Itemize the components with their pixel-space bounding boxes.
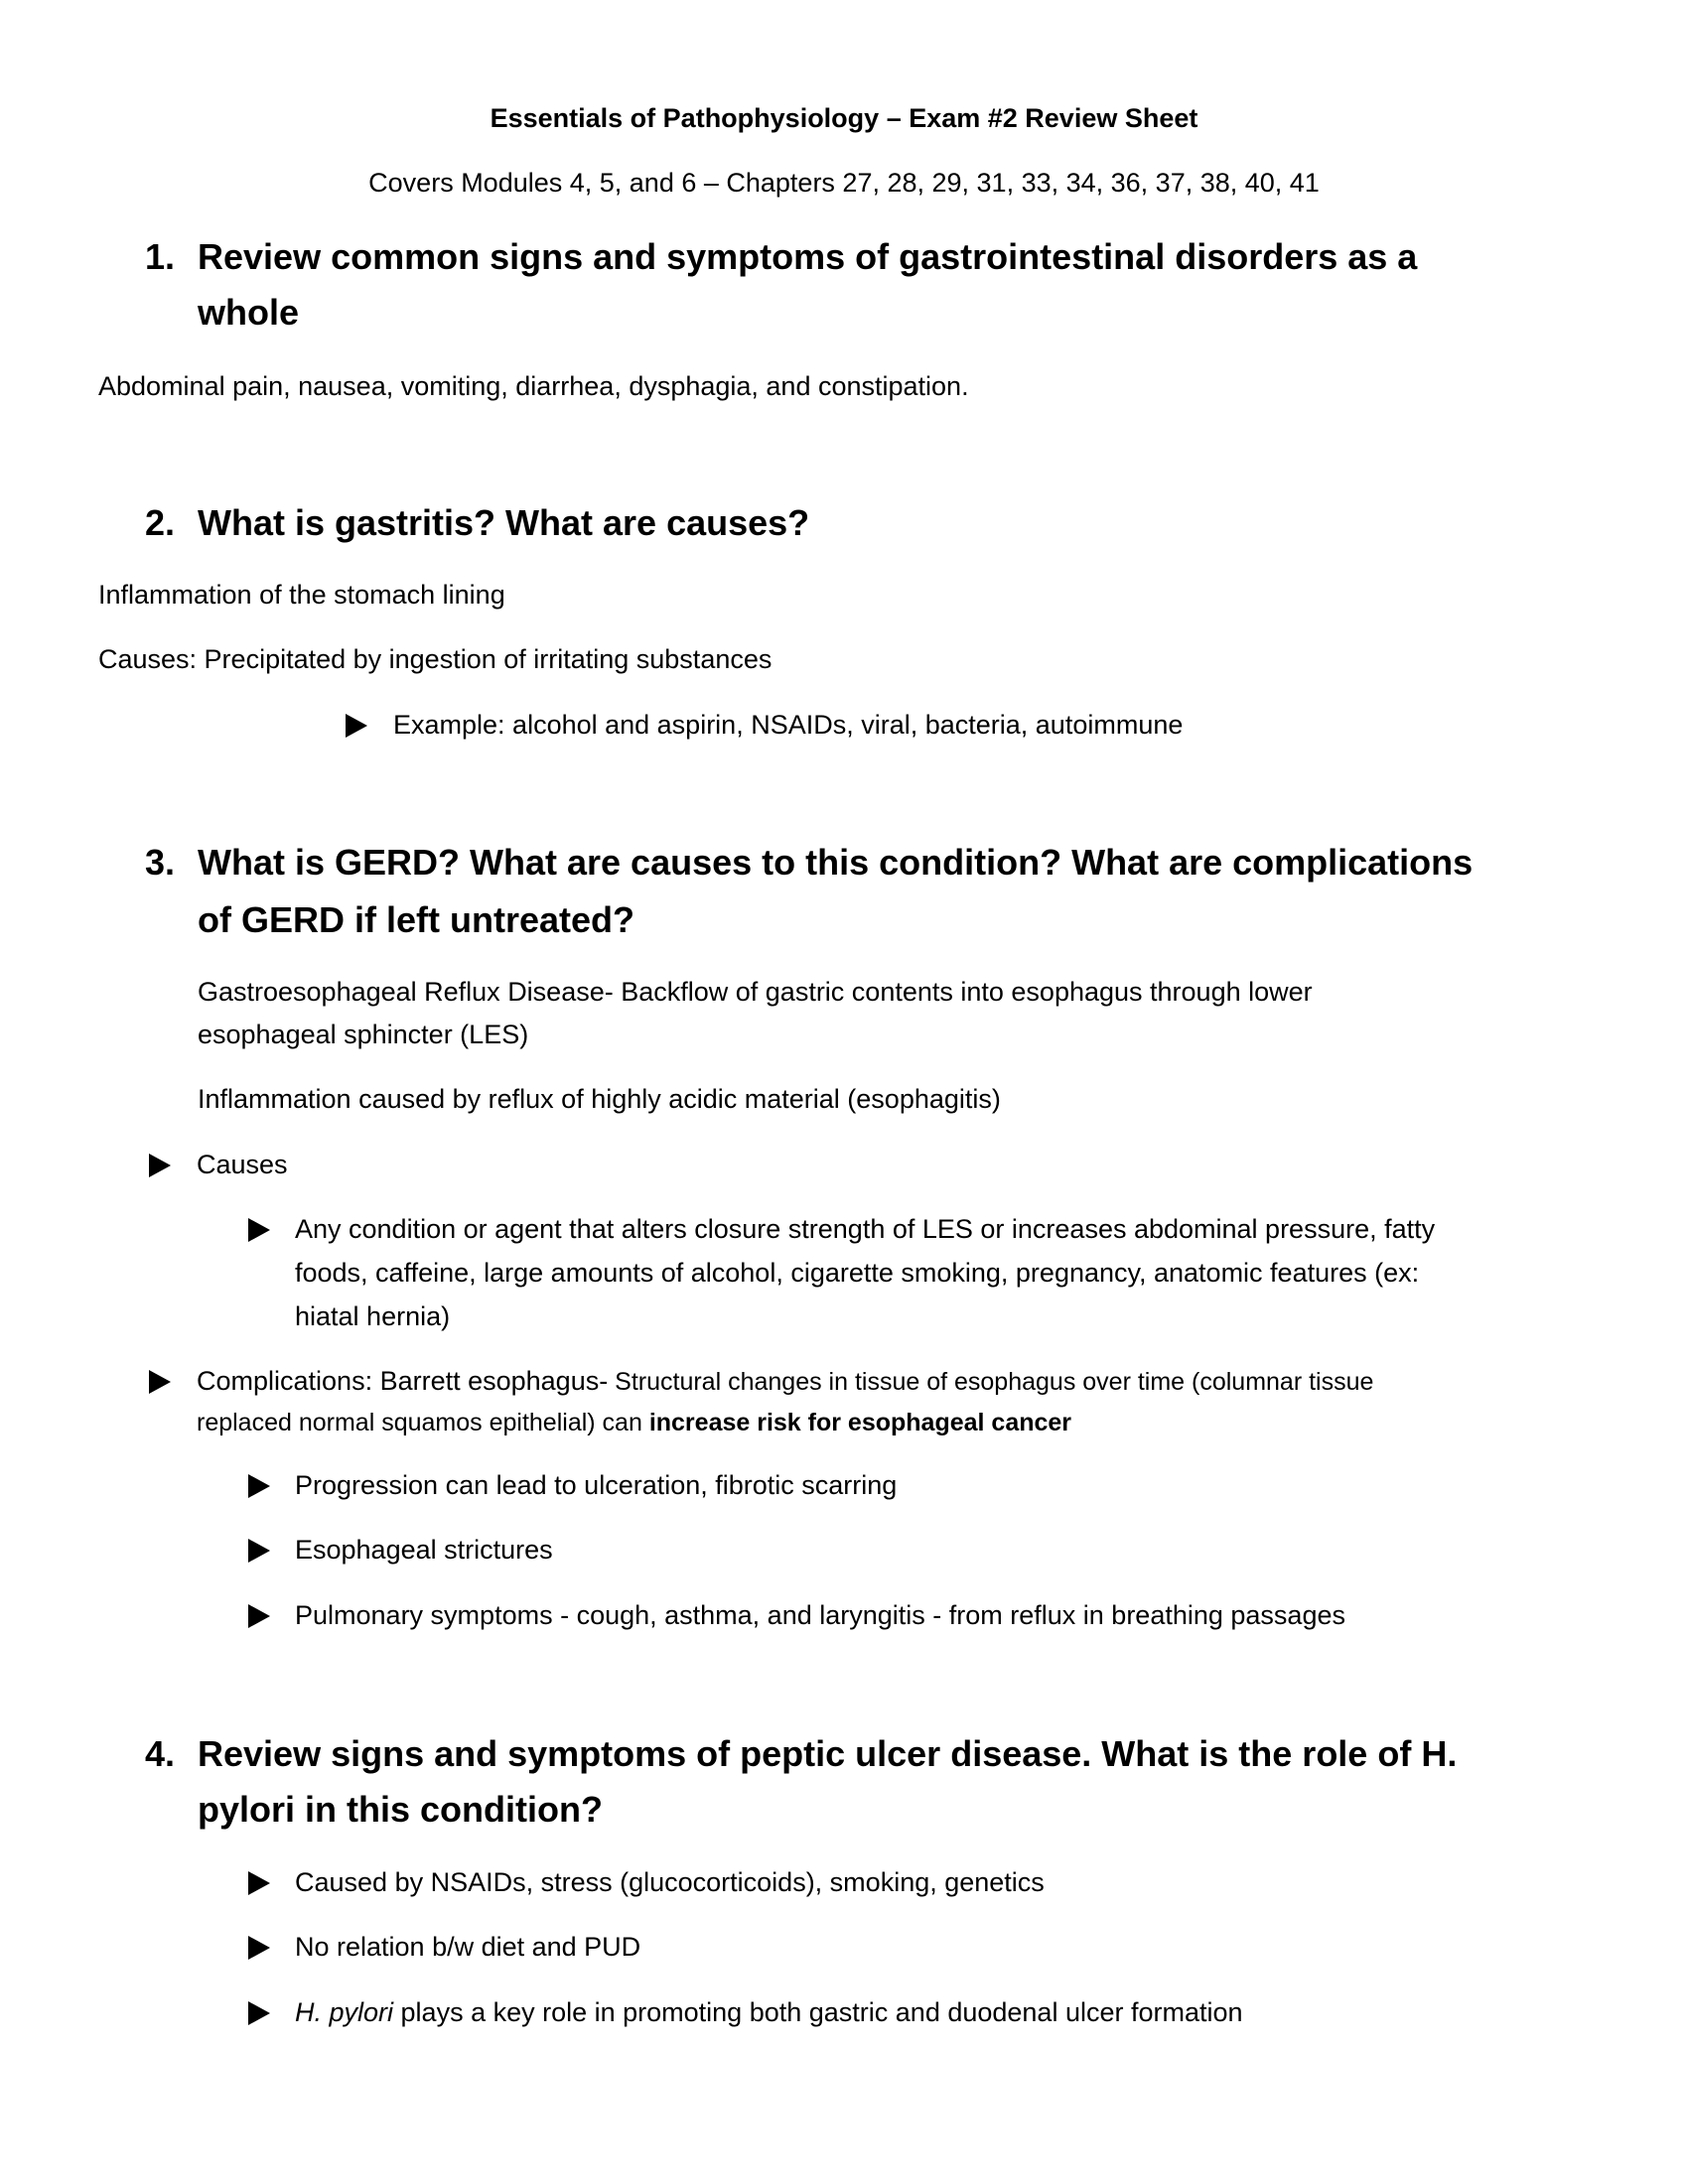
- bullet-text-hpylori: [295, 1997, 1243, 2028]
- hpylori-text: plays a key role in promoting both gastric and duodenal ulcer formation: [393, 1997, 1243, 2027]
- complications-text: replaced normal squamos epithelial) can: [197, 1409, 649, 1436]
- bullet-arrow-icon: [248, 2001, 270, 2025]
- bullet-arrow-icon: [248, 1604, 270, 1628]
- document-title: Essentials of Pathophysiology – Exam #2 Review Sheet: [490, 103, 1198, 133]
- hpylori-italic: H. pylori: [295, 1997, 394, 2027]
- section-heading-line: of GERD if left untreated?: [198, 899, 634, 940]
- bullet-arrow-icon: [248, 1539, 270, 1563]
- bullet-arrow-icon: [248, 1871, 270, 1895]
- bullet-text: Example: alcohol and aspirin, NSAIDs, viral, bacteria, autoimmune: [393, 710, 1184, 740]
- body-text: Inflammation of the stomach lining: [98, 580, 505, 610]
- section-number: 3.: [145, 842, 176, 883]
- bullet-text: No relation b/w diet and PUD: [295, 1932, 641, 1962]
- complications-text-line-2: [197, 1409, 1071, 1437]
- section-heading-line: Review common signs and symptoms of gastrointestinal disorders as a: [198, 236, 1418, 277]
- bullet-text: Any condition or agent that alters closure strength of LES or increases abdominal pressure, fatty: [295, 1214, 1436, 1244]
- section-number: 2.: [145, 502, 176, 543]
- complications-emphasis: increase risk for esophageal cancer: [648, 1409, 1072, 1436]
- complications-text: Structural changes in tissue of esophagus over time (columnar tissue: [608, 1368, 1374, 1396]
- bullet-text: Esophageal strictures: [295, 1535, 553, 1565]
- body-text: Abdominal pain, nausea, vomiting, diarrhea, dysphagia, and constipation.: [98, 371, 969, 401]
- section-heading-line: Review signs and symptoms of peptic ulcer disease. What is the role of H.: [198, 1733, 1458, 1774]
- section-heading-line: pylori in this condition?: [198, 1789, 603, 1830]
- section-heading-line: What is gastritis? What are causes?: [198, 502, 810, 543]
- bullet-arrow-icon: [346, 714, 367, 738]
- bullet-arrow-icon: [248, 1936, 270, 1960]
- bullet-text: Progression can lead to ulceration, fibrotic scarring: [295, 1470, 898, 1500]
- document-subtitle: Covers Modules 4, 5, and 6 – Chapters 27, 28, 29, 31, 33, 34, 36, 37, 38, 40, 41: [368, 168, 1320, 198]
- bullet-text: foods, caffeine, large amounts of alcohol, cigarette smoking, pregnancy, anatomic features (ex:: [295, 1258, 1420, 1288]
- bullet-arrow-icon: [248, 1474, 270, 1498]
- bullet-text: hiatal hernia): [295, 1301, 451, 1331]
- bullet-text-complications: [197, 1366, 1373, 1397]
- complications-label: Complications: Barrett esophagus-: [197, 1366, 609, 1396]
- bullet-arrow-icon: [149, 1154, 171, 1177]
- section-heading-line: whole: [198, 292, 300, 333]
- body-text: Inflammation caused by reflux of highly acidic material (esophagitis): [198, 1084, 1001, 1114]
- bullet-text: Caused by NSAIDs, stress (glucocorticoids), smoking, genetics: [295, 1867, 1045, 1897]
- bullet-arrow-icon: [248, 1218, 270, 1242]
- section-number: 1.: [145, 236, 176, 277]
- section-number: 4.: [145, 1733, 176, 1774]
- body-text: Causes: Precipitated by ingestion of irritating substances: [98, 644, 773, 674]
- body-text: esophageal sphincter (LES): [198, 1020, 529, 1049]
- bullet-text-causes: Causes: [197, 1150, 288, 1179]
- body-text: Gastroesophageal Reflux Disease- Backflow of gastric contents into esophagus through lower: [198, 977, 1313, 1007]
- bullet-text: Pulmonary symptoms - cough, asthma, and laryngitis - from reflux in breathing passages: [295, 1600, 1345, 1630]
- bullet-arrow-icon: [149, 1370, 171, 1394]
- section-heading-line: What is GERD? What are causes to this condition? What are complications: [198, 842, 1474, 883]
